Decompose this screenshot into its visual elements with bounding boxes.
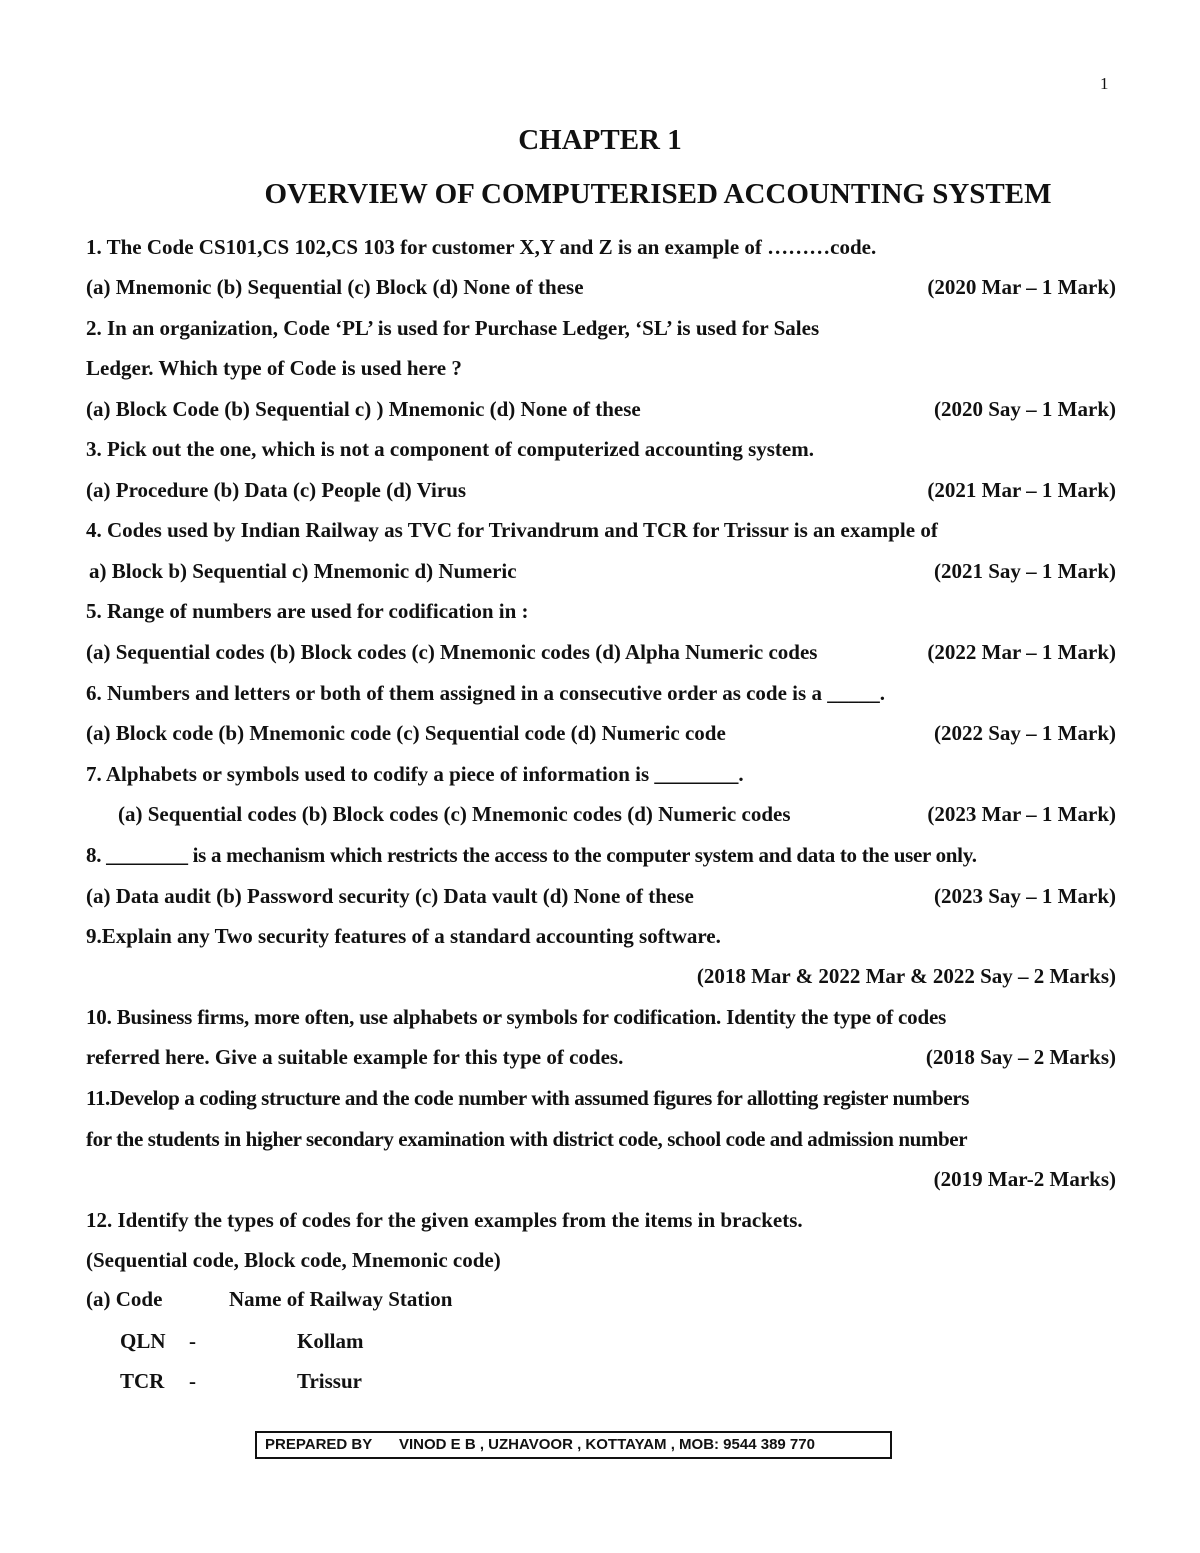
question-7-options <box>118 800 1116 828</box>
mark-label: (2021 Mar – 1 Mark) <box>927 478 1116 502</box>
question-4-options <box>89 557 1116 585</box>
question-1-options <box>86 273 1116 301</box>
options-text: (a) Block Code (b) Sequential c) ) Mnemonic (d) None of these <box>86 397 641 421</box>
question-6-options <box>86 719 1116 747</box>
question-8: 8. ________ is a mechanism which restricts the access to the computer system and data to the user only. <box>86 843 977 867</box>
question-9-mark-line <box>86 962 1116 990</box>
mark-label: (2020 Say – 1 Mark) <box>934 397 1116 421</box>
table-cell-name: Trissur <box>297 1369 362 1393</box>
mark-label: (2021 Say – 1 Mark) <box>934 559 1116 583</box>
mark-label: (2018 Mar & 2022 Mar & 2022 Say – 2 Marks) <box>696 964 1116 988</box>
page-title: OVERVIEW OF COMPUTERISED ACCOUNTING SYSTEM <box>264 178 1052 210</box>
question-10-line-1: 10. Business firms, more often, use alphabets or symbols for codification. Identity the type of codes <box>86 1005 947 1029</box>
mark-label: (2023 Say – 1 Mark) <box>934 884 1116 908</box>
footer-box <box>255 1431 892 1459</box>
options-text: (a) Data audit (b) Password security (c) Data vault (d) None of these <box>86 884 694 908</box>
question-9: 9.Explain any Two security features of a standard accounting software. <box>86 924 721 948</box>
options-text: (a) Sequential codes (b) Block codes (c) Mnemonic codes (d) Alpha Numeric codes <box>86 640 818 664</box>
chapter-heading: CHAPTER 1 <box>518 124 682 156</box>
question-3: 3. Pick out the one, which is not a component of computerized accounting system. <box>86 437 814 461</box>
page-number: 1 <box>1100 74 1109 93</box>
question-8-options <box>86 882 1116 910</box>
question-3-options <box>86 476 1116 504</box>
footer-value: VINOD E B , UZHAVOOR , KOTTAYAM , MOB: 9544 389 770 <box>399 1436 815 1453</box>
options-text: a) Block b) Sequential c) Mnemonic d) Numeric <box>89 559 517 583</box>
question-10-line-2 <box>86 1043 1116 1071</box>
question-2-line-2 <box>86 354 1116 382</box>
mark-label: (2020 Mar – 1 Mark) <box>927 275 1116 299</box>
options-text: (a) Procedure (b) Data (c) People (d) Virus <box>86 478 467 502</box>
question-text: Ledger. Which type of Code is used here ? <box>86 356 462 380</box>
question-text: 2. In an organization, Code ‘PL’ is used for Purchase Ledger, ‘SL’ is used for Sales <box>86 316 820 340</box>
question-6: 6. Numbers and letters or both of them assigned in a consecutive order as code is a _____. <box>86 681 885 705</box>
table-cell-name: Kollam <box>297 1329 364 1353</box>
question-7: 7. Alphabets or symbols used to codify a piece of information is ________. <box>86 762 744 786</box>
question-5-options <box>86 638 1116 666</box>
table-cell-dash: - <box>189 1369 196 1393</box>
question-text: referred here. Give a suitable example for this type of codes. <box>86 1045 624 1069</box>
mark-label: (2019 Mar-2 Marks) <box>933 1167 1116 1191</box>
options-text: (a) Sequential codes (b) Block codes (c) Mnemonic codes (d) Numeric codes <box>118 802 791 826</box>
question-1: 1. The Code CS101,CS 102,CS 103 for customer X,Y and Z is an example of ………code. <box>86 235 877 259</box>
table-cell-dash: - <box>189 1329 196 1353</box>
table-cell-code: QLN <box>120 1329 166 1353</box>
question-5: 5. Range of numbers are used for codification in : <box>86 599 529 623</box>
mark-label: (2022 Mar – 1 Mark) <box>927 640 1116 664</box>
options-text: (a) Block code (b) Mnemonic code (c) Sequential code (d) Numeric code <box>86 721 726 745</box>
footer-label: PREPARED BY <box>265 1436 373 1453</box>
table-header-code: (a) Code <box>86 1287 163 1311</box>
question-11-line-2: for the students in higher secondary examination with district code, school code and admission number <box>86 1127 968 1151</box>
question-12-options: (Sequential code, Block code, Mnemonic code) <box>86 1248 501 1272</box>
table-cell-code: TCR <box>120 1369 165 1393</box>
options-text: (a) Mnemonic (b) Sequential (c) Block (d) None of these <box>86 275 584 299</box>
mark-label: (2022 Say – 1 Mark) <box>934 721 1116 745</box>
question-11-mark-line <box>86 1165 1116 1193</box>
mark-label: (2018 Say – 2 Marks) <box>925 1045 1116 1069</box>
mark-label: (2023 Mar – 1 Mark) <box>927 802 1116 826</box>
table-header-name: Name of Railway Station <box>229 1287 453 1311</box>
question-11-line-1: 11.Develop a coding structure and the code number with assumed figures for allotting register numbers <box>86 1086 970 1110</box>
question-2-line-1 <box>86 314 1116 342</box>
question-12: 12. Identify the types of codes for the given examples from the items in brackets. <box>86 1208 803 1232</box>
question-4: 4. Codes used by Indian Railway as TVC for Trivandrum and TCR for Trissur is an example of <box>86 518 938 542</box>
question-2-options <box>86 395 1116 423</box>
